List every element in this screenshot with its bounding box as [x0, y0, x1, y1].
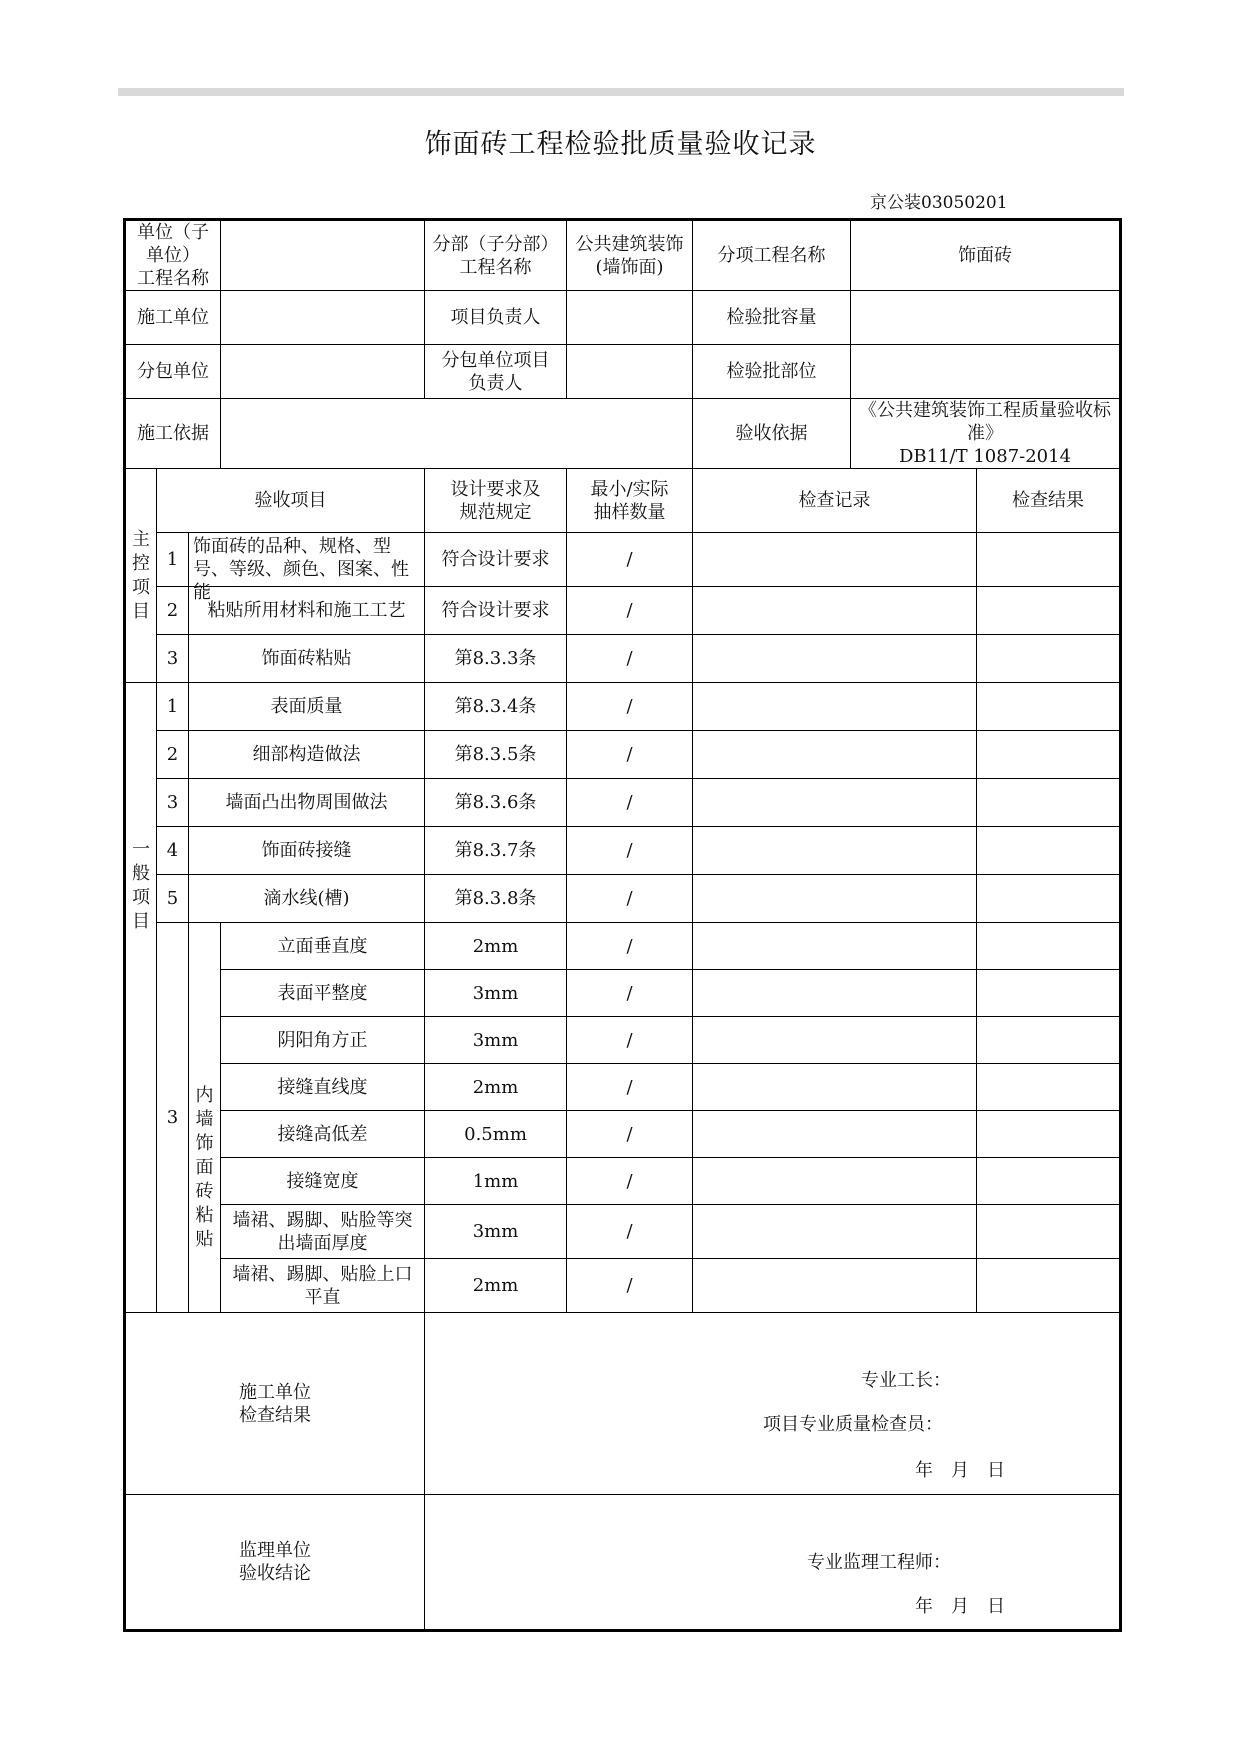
sub-item-name: 表面平整度	[221, 970, 425, 1017]
item-result-field[interactable]	[977, 731, 1121, 779]
top-divider-bar	[118, 88, 1124, 96]
pm-field[interactable]	[567, 291, 693, 345]
sub-item-spec: 3mm	[425, 1205, 567, 1259]
engineer-signature-label: 专业监理工程师：	[807, 1552, 952, 1573]
sub-item-name: 接缝宽度	[221, 1158, 425, 1205]
item-name: 表面质量	[189, 683, 425, 731]
item-sample: /	[567, 635, 693, 683]
supervision-area[interactable]	[425, 1495, 1121, 1631]
item-sample: /	[567, 533, 693, 587]
item-result-field[interactable]	[977, 779, 1121, 827]
table-row	[125, 875, 1121, 923]
table-row	[125, 827, 1121, 875]
sub-item-sample: /	[567, 1205, 693, 1259]
batch-location-field[interactable]	[851, 345, 1121, 399]
header-row-project	[125, 220, 1121, 291]
col-result-header: 检查结果	[977, 469, 1121, 533]
basis-label: 施工依据	[125, 399, 221, 469]
batch-capacity-field[interactable]	[851, 291, 1121, 345]
sub-item-sample: /	[567, 923, 693, 970]
table-row	[125, 635, 1121, 683]
main-items-group-label: 主控项目	[125, 469, 157, 683]
acceptance-basis-label: 验收依据	[693, 399, 851, 469]
table-row	[125, 779, 1121, 827]
col-item-header: 验收项目	[157, 469, 425, 533]
table-row	[125, 683, 1121, 731]
sub-item-spec: 2mm	[425, 1259, 567, 1313]
item-no: 2	[157, 731, 189, 779]
item-result-field[interactable]	[977, 970, 1121, 1017]
table-row	[125, 533, 1121, 587]
sub-item-name: 立面垂直度	[221, 923, 425, 970]
item-record-field[interactable]	[693, 1205, 977, 1259]
item-result-field[interactable]	[977, 533, 1121, 587]
sub-item-sample: /	[567, 1064, 693, 1111]
item-result-field[interactable]	[977, 635, 1121, 683]
sub-item-sample: /	[567, 1111, 693, 1158]
item-sample: /	[567, 587, 693, 635]
table-row	[125, 1205, 1121, 1259]
sub-group-label: 内墙饰面砖粘贴	[189, 923, 221, 1313]
sub-group-no: 3	[157, 923, 189, 1313]
subitem-value: 饰面砖	[851, 220, 1121, 291]
item-name: 滴水线(槽)	[189, 875, 425, 923]
sub-item-spec: 3mm	[425, 970, 567, 1017]
item-record-field[interactable]	[693, 875, 977, 923]
sub-item-name: 墙裙、踢脚、贴脸上口 平直	[221, 1259, 425, 1313]
table-row	[125, 923, 1121, 970]
item-result-field[interactable]	[977, 683, 1121, 731]
item-no: 3	[157, 779, 189, 827]
division-value: 公共建筑装饰 (墙饰面)	[567, 220, 693, 291]
table-row	[125, 1064, 1121, 1111]
item-record-field[interactable]	[693, 779, 977, 827]
unit-project-field[interactable]	[221, 220, 425, 291]
page-title: 饰面砖工程检验批质量验收记录	[424, 129, 817, 160]
col-sample-header: 最小/实际 抽样数量	[567, 469, 693, 533]
item-sample: /	[567, 779, 693, 827]
item-result-field[interactable]	[977, 1205, 1121, 1259]
item-record-field[interactable]	[693, 970, 977, 1017]
item-no: 1	[157, 683, 189, 731]
foreman-signature-label: 专业工长：	[861, 1370, 952, 1391]
item-no: 5	[157, 875, 189, 923]
item-result-field[interactable]	[977, 1017, 1121, 1064]
table-row	[125, 970, 1121, 1017]
basis-field[interactable]	[221, 399, 693, 469]
division-label: 分部（子分部） 工程名称	[425, 220, 567, 291]
table-row	[125, 1017, 1121, 1064]
item-name: 细部构造做法	[189, 731, 425, 779]
item-no: 1	[157, 533, 189, 587]
table-row	[125, 1158, 1121, 1205]
inspector-signature-label: 项目专业质量检查员：	[763, 1414, 944, 1435]
item-spec: 第8.3.5条	[425, 731, 567, 779]
column-header-row	[125, 469, 1121, 533]
item-result-field[interactable]	[977, 827, 1121, 875]
item-sample: /	[567, 683, 693, 731]
construction-check-label: 施工单位 检查结果	[125, 1313, 425, 1495]
supervision-row	[125, 1495, 1121, 1631]
item-result-field[interactable]	[977, 1111, 1121, 1158]
item-record-field[interactable]	[693, 533, 977, 587]
general-items-group-label: 一般项目	[125, 683, 157, 1313]
subcontractor-label: 分包单位	[125, 345, 221, 399]
item-record-field[interactable]	[693, 731, 977, 779]
item-name: 饰面砖接缝	[189, 827, 425, 875]
col-record-header: 检查记录	[693, 469, 977, 533]
item-no: 3	[157, 635, 189, 683]
item-name: 粘贴所用材料和施工工艺	[189, 587, 425, 635]
sub-item-sample: /	[567, 970, 693, 1017]
item-sample: /	[567, 731, 693, 779]
item-name: 饰面砖粘贴	[189, 635, 425, 683]
batch-location-label: 检验批部位	[693, 345, 851, 399]
sub-item-name: 接缝高低差	[221, 1111, 425, 1158]
construction-check-area[interactable]	[425, 1313, 1121, 1495]
inspection-form-table	[123, 218, 1122, 1632]
sub-pm-field[interactable]	[567, 345, 693, 399]
sub-item-sample: /	[567, 1017, 693, 1064]
item-record-field[interactable]	[693, 1111, 977, 1158]
item-spec: 第8.3.8条	[425, 875, 567, 923]
table-row	[125, 731, 1121, 779]
table-row	[125, 1259, 1121, 1313]
supervision-label: 监理单位 验收结论	[125, 1495, 425, 1631]
item-record-field[interactable]	[693, 635, 977, 683]
item-result-field[interactable]	[977, 923, 1121, 970]
item-spec: 第8.3.3条	[425, 635, 567, 683]
construction-check-row	[125, 1313, 1121, 1495]
item-spec: 第8.3.6条	[425, 779, 567, 827]
table-row	[125, 1111, 1121, 1158]
pm-label: 项目负责人	[425, 291, 567, 345]
header-row-subcontractor	[125, 345, 1121, 399]
item-sample: /	[567, 875, 693, 923]
item-result-field[interactable]	[977, 1158, 1121, 1205]
item-spec: 符合设计要求	[425, 533, 567, 587]
item-record-field[interactable]	[693, 1017, 977, 1064]
form-code: 京公装03050201	[870, 193, 1008, 213]
sub-item-spec: 3mm	[425, 1017, 567, 1064]
header-row-basis	[125, 399, 1121, 469]
sub-item-name: 阴阳角方正	[221, 1017, 425, 1064]
item-result-field[interactable]	[977, 1064, 1121, 1111]
item-name: 饰面砖的品种、规格、型号、等级、颜色、图案、性能	[189, 533, 425, 587]
item-name: 墙面凸出物周围做法	[189, 779, 425, 827]
sub-pm-label: 分包单位项目 负责人	[425, 345, 567, 399]
table-row	[125, 587, 1121, 635]
item-record-field[interactable]	[693, 923, 977, 970]
sub-item-name: 墙裙、踢脚、贴脸等突 出墙面厚度	[221, 1205, 425, 1259]
batch-capacity-label: 检验批容量	[693, 291, 851, 345]
sub-item-sample: /	[567, 1259, 693, 1313]
item-record-field[interactable]	[693, 1158, 977, 1205]
unit-project-label: 单位（子单位） 工程名称	[125, 220, 221, 291]
item-record-field[interactable]	[693, 683, 977, 731]
sub-item-name: 接缝直线度	[221, 1064, 425, 1111]
col-design-header: 设计要求及 规范规定	[425, 469, 567, 533]
sub-item-spec: 0.5mm	[425, 1111, 567, 1158]
subcontractor-field[interactable]	[221, 345, 425, 399]
item-sample: /	[567, 827, 693, 875]
constructor-field[interactable]	[221, 291, 425, 345]
item-record-field[interactable]	[693, 1064, 977, 1111]
sub-item-spec: 2mm	[425, 923, 567, 970]
sub-item-spec: 2mm	[425, 1064, 567, 1111]
item-result-field[interactable]	[977, 1259, 1121, 1313]
item-spec: 符合设计要求	[425, 587, 567, 635]
item-result-field[interactable]	[977, 587, 1121, 635]
item-no: 2	[157, 587, 189, 635]
acceptance-basis-value: 《公共建筑装饰工程质量验收标准》 DB11/T 1087-2014	[851, 399, 1121, 469]
item-record-field[interactable]	[693, 827, 977, 875]
sub-item-spec: 1mm	[425, 1158, 567, 1205]
supervision-date: 年 月 日	[915, 1596, 1006, 1617]
item-spec: 第8.3.7条	[425, 827, 567, 875]
header-row-constructor	[125, 291, 1121, 345]
sub-item-sample: /	[567, 1158, 693, 1205]
item-spec: 第8.3.4条	[425, 683, 567, 731]
construction-date: 年 月 日	[915, 1460, 1006, 1481]
item-no: 4	[157, 827, 189, 875]
constructor-label: 施工单位	[125, 291, 221, 345]
item-record-field[interactable]	[693, 587, 977, 635]
item-record-field[interactable]	[693, 1259, 977, 1313]
item-result-field[interactable]	[977, 875, 1121, 923]
subitem-label: 分项工程名称	[693, 220, 851, 291]
